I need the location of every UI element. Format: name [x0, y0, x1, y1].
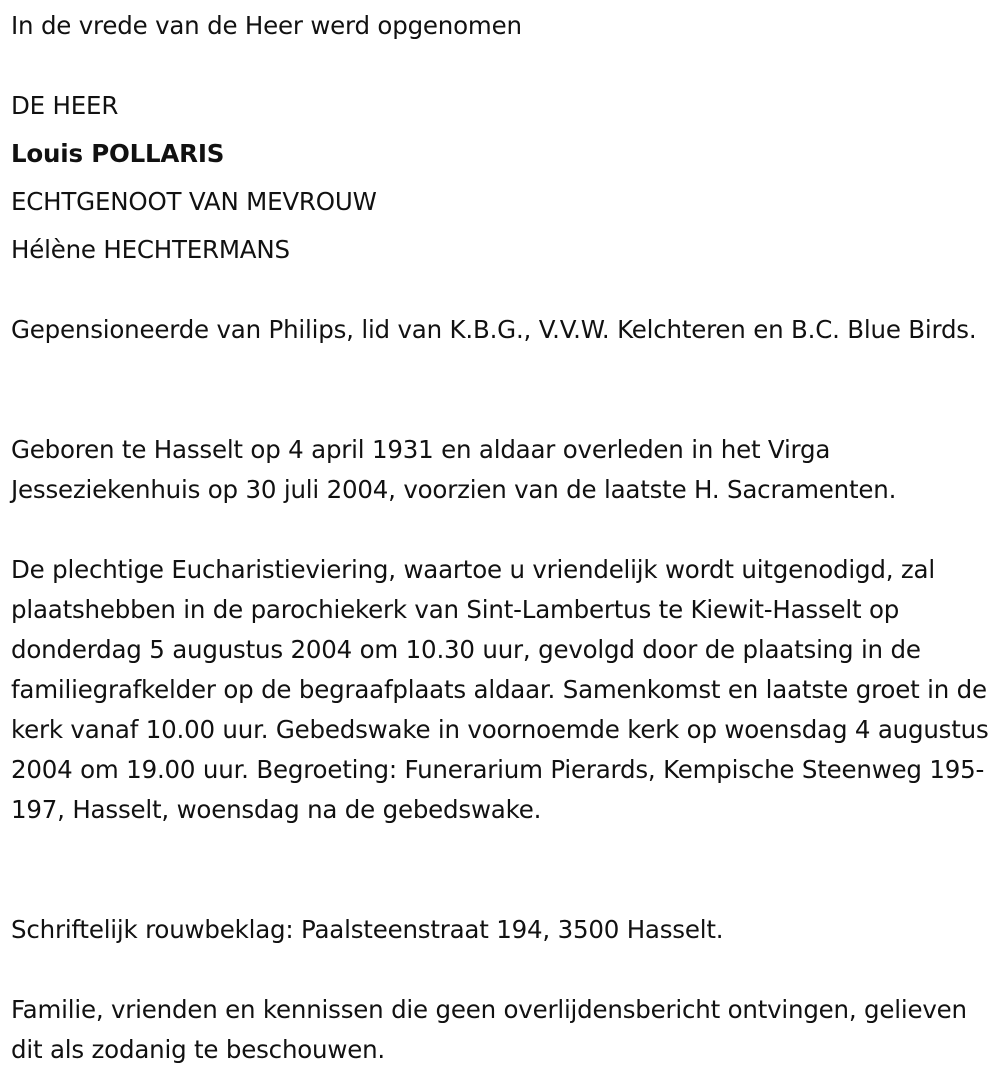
spouse-label: ECHTGENOOT VAN MEVROUW — [11, 187, 377, 216]
intro-line: In de vrede van de Heer werd opgenomen — [11, 11, 522, 40]
spouse-name: Hélène HECHTERMANS — [11, 235, 290, 264]
deceased-name: Louis POLLARIS — [11, 139, 225, 168]
occupation-paragraph: Gepensioneerde van Philips, lid van K.B.G., V.V.W. Kelchteren en B.C. Blue Birds. — [11, 315, 977, 344]
birth-death-paragraph: Geboren te Hasselt op 4 april 1931 en aldaar overleden in het Virga Jesseziekenhuis op 30 juli 2004, voorzien van de laatste H. Sacramenten. — [11, 435, 897, 504]
closing-paragraph: Familie, vrienden en kennissen die geen overlijdensbericht ontvingen, gelieven dit als zodanig te beschouwen. — [11, 995, 967, 1064]
condolences-paragraph: Schriftelijk rouwbeklag: Paalsteenstraat 194, 3500 Hasselt. — [11, 915, 724, 944]
honorific: DE HEER — [11, 91, 119, 120]
funeral-paragraph: De plechtige Eucharistieviering, waartoe u vriendelijk wordt uitgenodigd, zal plaatshebben in de parochiekerk van Sint-Lambertus te Kiewit-Hasselt op donderdag 5 augustus 2004 om 10.30 uur, gevolgd door de plaatsing in de familiegrafkelder op de begraafplaats aldaar. Samenkomst en laatste groet in de kerk vanaf 10.00 uur. Gebedswake in voornoemde kerk op woensdag 4 augustus 2004 om 19.00 uur. Begroeting: Funerarium Pierards, Kempische Steenweg 195-197, Hasselt, woensdag na de gebedswake. — [11, 555, 989, 824]
